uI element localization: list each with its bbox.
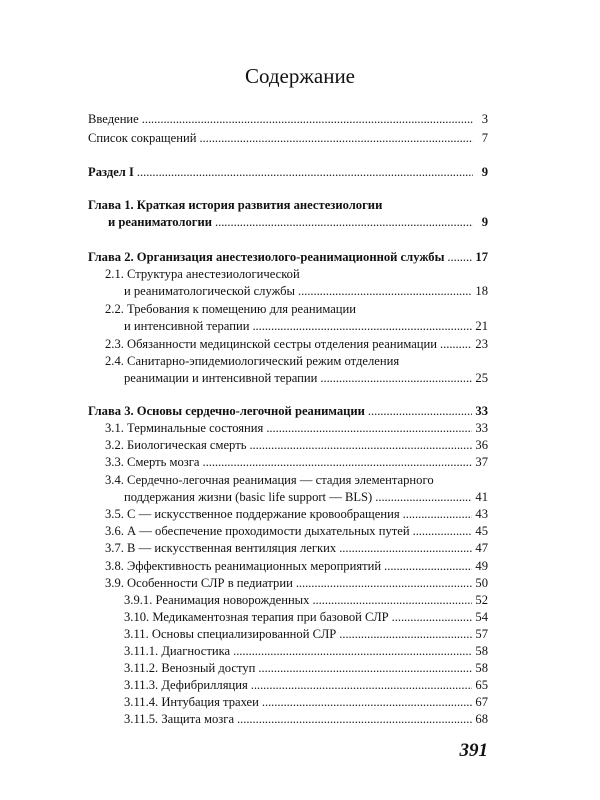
toc-leader [320,370,472,386]
toc-leader [339,540,472,556]
toc-page: 50 [475,576,488,590]
toc-page: 23 [475,337,488,351]
toc-label: 3.3. Смерть мозга [105,455,200,469]
toc-leader [237,711,472,727]
toc-entry-3-11-2[interactable] [124,660,488,676]
toc-page: 45 [475,524,488,538]
toc-entry-3-3[interactable] [105,454,488,470]
toc-entry-3-11[interactable] [124,626,488,642]
toc-page: 33 [475,421,488,435]
toc-leader [413,523,473,539]
page-number: 391 [459,740,488,761]
toc-leader [266,420,472,436]
toc-entry-3-11-4[interactable] [124,694,488,710]
toc-page: 37 [475,455,488,469]
toc-label: поддержания жизни (basic life support — BLS) [124,490,373,504]
toc-leader [251,677,473,693]
toc-label: Раздел I [88,165,134,179]
toc-page: 33 [475,404,488,418]
toc-page: 65 [475,678,488,692]
toc-page: 43 [475,507,488,521]
toc-leader [233,643,472,659]
toc-entry-chapter-2[interactable] [88,249,488,265]
toc-label: 3.10. Медикаментозная терапия при базовой СЛР [124,610,389,624]
toc-label: Введение [88,112,139,126]
toc-entry-3-4[interactable] [124,489,488,505]
toc-label: Глава 3. Основы сердечно-легочной реанимации [88,404,365,418]
toc-label: Список сокращений [88,131,197,145]
toc-page: 7 [481,131,488,145]
toc-leader [339,626,472,642]
toc-label: 3.7. В — искусственная вентиляция легких [105,541,337,555]
toc-page: 3 [481,112,488,126]
toc-entry-3-7[interactable] [105,540,488,556]
toc-entry-chapter-1-line-1[interactable]: Глава 1. Краткая история развития анестезиологии [88,198,383,212]
toc-page: 49 [475,559,488,573]
toc-entry-2-4-line-1[interactable]: 2.4. Санитарно-эпидемиологический режим отделения [105,354,400,368]
toc-label: 3.11.3. Дефибрилляция [124,678,248,692]
toc-entry-section-1[interactable] [88,164,488,180]
toc-label: реанимации и интенсивной терапии [124,371,318,385]
toc-leader [368,403,472,419]
toc-entry-abbreviations[interactable] [88,130,488,146]
toc-page: 25 [475,371,488,385]
toc-label: 3.11.2. Венозный доступ [124,661,256,675]
toc-entry-3-9-1[interactable] [124,592,488,608]
toc-page: 47 [475,541,488,555]
toc-entry-2-2[interactable] [124,318,488,334]
toc-entry-3-9[interactable] [105,575,488,591]
toc-label: 3.11.1. Диагностика [124,644,231,658]
toc-leader [440,336,472,352]
toc-entry-3-2[interactable] [105,437,488,453]
toc-page: 17 [475,250,488,264]
toc-page: 9 [481,215,488,229]
toc-entry-3-5[interactable] [105,506,488,522]
toc-page: 9 [481,165,488,179]
toc-leader [142,111,473,127]
toc-entry-3-1[interactable] [105,420,488,436]
toc-label: 3.2. Биологическая смерть [105,438,247,452]
toc-label: и интенсивной терапии [124,319,250,333]
toc-entry-chapter-1[interactable] [108,214,488,230]
toc-entry-2-1[interactable] [124,283,488,299]
toc-leader [298,283,472,299]
toc-leader [403,506,473,522]
toc-entry-2-2-line-1[interactable]: 2.2. Требования к помещению для реанимации [105,302,357,316]
toc-label: 3.9.1. Реанимация новорожденных [124,593,310,607]
toc-entry-3-6[interactable] [105,523,488,539]
toc-leader [447,249,472,265]
toc-page: 52 [475,593,488,607]
toc-label: 3.11.4. Интубация трахеи [124,695,259,709]
toc-label: Глава 2. Организация анестезиолого-реанимационной службы [88,250,445,264]
toc-leader [258,660,472,676]
toc-label: 2.3. Обязанности медицинской сестры отделения реанимации [105,337,438,351]
toc-entry-2-3[interactable] [105,336,488,352]
toc-label: 3.11.5. Защита мозга [124,712,235,726]
toc-label: 3.8. Эффективность реанимационных мероприятий [105,559,382,573]
toc-page: 54 [475,610,488,624]
toc-label: и реаниматологической службы [124,284,295,298]
toc-label: и реаниматологии [108,215,213,229]
toc-label: 3.5. С — искусственное поддержание кровообращения [105,507,400,521]
toc-page: 57 [475,627,488,641]
toc-label: 3.9. Особенности СЛР в педиатрии [105,576,293,590]
toc-leader [249,437,472,453]
toc-leader [199,130,473,146]
toc-page: 41 [475,490,488,504]
toc-entry-3-11-3[interactable] [124,677,488,693]
toc-page: 18 [475,284,488,298]
toc-leader [392,609,473,625]
toc-page: 36 [475,438,488,452]
page-title: Содержание [244,64,356,88]
toc-entry-2-4[interactable] [124,370,488,386]
toc-entry-chapter-3[interactable] [88,403,488,419]
toc-entry-3-10[interactable] [124,609,488,625]
toc-page: 58 [475,644,488,658]
toc-leader [375,489,472,505]
toc-page: 21 [475,319,488,333]
toc-label: 3.11. Основы специализированной СЛР [124,627,337,641]
toc-label: 3.6. А — обеспечение проходимости дыхательных путей [105,524,410,538]
toc-leader [296,575,473,591]
toc-label: 3.1. Терминальные состояния [105,421,264,435]
toc-entry-2-1-line-1[interactable]: 2.1. Структура анестезиологической [105,267,300,281]
toc-leader [384,558,472,574]
toc-entry-3-11-5[interactable] [124,711,488,727]
toc-leader [137,164,473,180]
toc-page: 68 [475,712,488,726]
toc-leader [312,592,472,608]
toc-page: 67 [475,695,488,709]
toc-leader [252,318,472,334]
toc-entry-intro[interactable] [88,111,488,127]
toc-entry-3-4-line-1[interactable]: 3.4. Сердечно-легочная реанимация — стадия элементарного [105,473,434,487]
toc-page: 58 [475,661,488,675]
toc-entry-3-11-1[interactable] [124,643,488,659]
toc-leader [262,694,473,710]
toc-leader [215,214,473,230]
toc-leader [203,454,473,470]
toc-entry-3-8[interactable] [105,558,488,574]
